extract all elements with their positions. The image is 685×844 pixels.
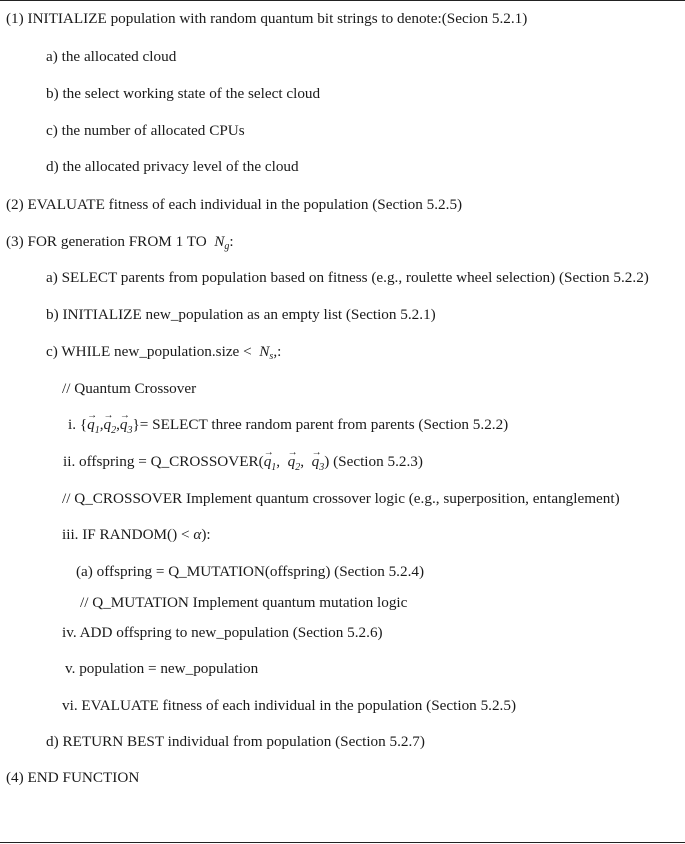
q1-vector: → q bbox=[87, 416, 95, 434]
comment-q-mutation bbox=[80, 594, 407, 612]
step-3a bbox=[46, 269, 649, 287]
step-3b-text: b) INITIALIZE new_population as an empty list (Section 5.2.1) bbox=[46, 306, 436, 323]
step-2-text: (2) EVALUATE fitness of each individual in the population (Section 5.2.5) bbox=[6, 196, 463, 213]
step-3-text: (3) FOR generation FROM 1 TO bbox=[6, 233, 207, 250]
step-1d bbox=[46, 158, 299, 176]
step-3c-iii-a-text: (a) offspring = Q_MUTATION(offspring) (Section 5.2.4) bbox=[76, 563, 425, 580]
step-3c-iii-a bbox=[76, 563, 424, 581]
q2-vector-b: → q bbox=[288, 453, 296, 471]
comment-quantum-crossover bbox=[62, 380, 196, 398]
step-3c-suffix: ,: bbox=[273, 343, 282, 360]
step-3c-i-prefix: i. { bbox=[68, 416, 88, 433]
alpha-symbol: α bbox=[193, 526, 202, 543]
top-rule bbox=[0, 0, 685, 1]
step-1 bbox=[6, 10, 527, 28]
step-3c-ii-text: ) (Section 5.2.3) bbox=[324, 453, 423, 470]
step-3c-iii bbox=[62, 526, 211, 544]
step-3c-ii: ii. offspring = Q_CROSSOVER(→ $q_1$, → $q_2$, → $q_3$) (Section 5.2.3) bbox=[63, 453, 423, 477]
step-3c-i-text: }= SELECT three random parent from parents (Section 5.2.2) bbox=[132, 416, 509, 433]
step-3c-vi bbox=[62, 697, 516, 715]
q3-sub: 3 bbox=[127, 425, 133, 437]
step-3c-ii-prefix: ii. offspring = Q_CROSSOVER( bbox=[63, 453, 264, 470]
q3-vector: → q bbox=[120, 416, 128, 434]
step-3d-text: d) RETURN BEST individual from population (Section 5.2.7) bbox=[46, 733, 425, 750]
bottom-rule bbox=[0, 842, 685, 843]
step-1c bbox=[46, 122, 245, 140]
step-3a-text: a) SELECT parents from population based on fitness (e.g., roulette wheel selection) (Section 5.2.2) bbox=[46, 269, 649, 286]
step-3c bbox=[46, 343, 281, 366]
step-3c-iii-suffix: ): bbox=[201, 526, 211, 543]
comment-quantum-crossover-text: // Quantum Crossover bbox=[62, 380, 197, 397]
step-3c-i: i. {→ $q_1,\to q_2,\to q_3\}=$ SELECT three random parent from parents (Section 5.2.2) bbox=[68, 416, 508, 440]
q1-vector-b: → q bbox=[264, 453, 272, 471]
step-4-text: (4) END FUNCTION bbox=[6, 769, 140, 786]
comment-q-crossover bbox=[62, 490, 620, 508]
q1-sub: 1 bbox=[94, 425, 100, 437]
step-3c-text: c) WHILE new_population.size < bbox=[46, 343, 252, 360]
step-3c-v bbox=[65, 660, 258, 678]
step-3c-iv bbox=[62, 624, 383, 642]
comment-q-crossover-text: // Q_CROSSOVER Implement quantum crossover logic (e.g., superposition, entanglement) bbox=[62, 490, 620, 507]
step-3d bbox=[46, 733, 425, 751]
step-1-text: (1) INITIALIZE population with random quantum bit strings to denote:(Secion 5.2.1) bbox=[6, 10, 528, 27]
q2-sub: 2 bbox=[111, 425, 117, 437]
step-2 bbox=[6, 196, 462, 214]
step-4 bbox=[6, 769, 139, 787]
step-1a bbox=[46, 48, 176, 66]
step-3c-v-text: v. population = new_population bbox=[65, 660, 259, 677]
q3-vector-b: → q bbox=[312, 453, 320, 471]
ns-symbol: $N_s$ bbox=[259, 343, 274, 362]
step-1c-text: c) the number of allocated CPUs bbox=[46, 122, 245, 139]
step-1b-text: b) the select working state of the select cloud bbox=[46, 85, 321, 102]
step-3c-vi-text: vi. EVALUATE fitness of each individual in the population (Section 5.2.5) bbox=[62, 697, 516, 714]
step-3c-iii-text: iii. IF RANDOM() < bbox=[62, 526, 190, 543]
q2-vector: → q bbox=[104, 416, 112, 434]
step-3b bbox=[46, 306, 436, 324]
step-1a-text: a) the allocated cloud bbox=[46, 48, 177, 65]
comment-q-mutation-text: // Q_MUTATION Implement quantum mutation logic bbox=[80, 594, 408, 611]
step-1d-text: d) the allocated privacy level of the cloud bbox=[46, 158, 299, 175]
step-1b bbox=[46, 85, 320, 103]
step-3c-iv-text: iv. ADD offspring to new_population (Section 5.2.6) bbox=[62, 624, 383, 641]
step-3 bbox=[6, 233, 234, 256]
ng-symbol: $N_g$ bbox=[214, 233, 230, 252]
step-3-colon: : bbox=[229, 233, 234, 250]
